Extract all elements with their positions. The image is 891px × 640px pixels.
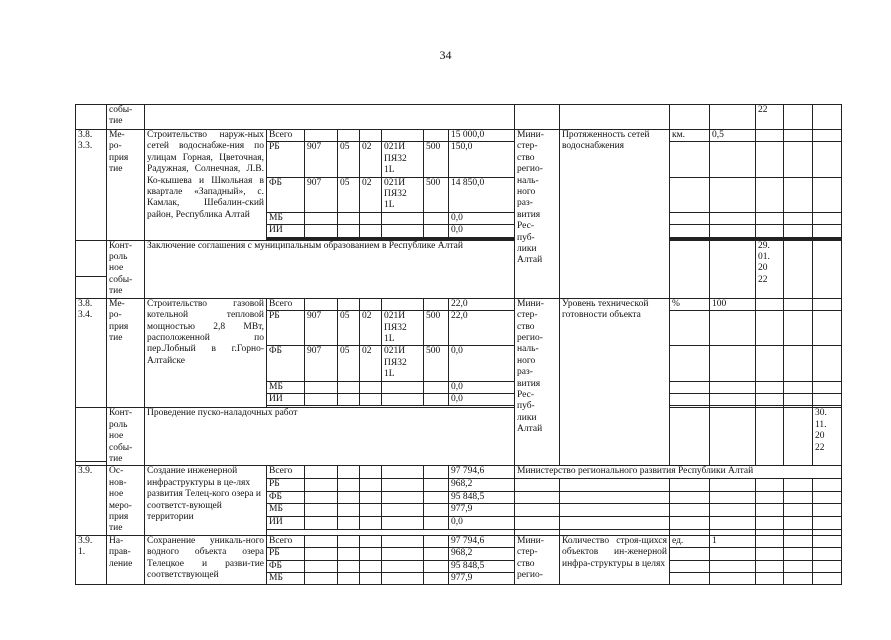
fin-source: МБ <box>267 504 305 517</box>
fin-pr: 02 <box>360 142 382 177</box>
entry-executor: Мини- стер- ство регио- наль- ного раз- вития Рес- пуб- лики Алтай <box>515 298 560 466</box>
fin-sum: 968,2 <box>449 548 515 560</box>
fin-grbs: 907 <box>305 177 338 212</box>
fin-csr <box>382 130 424 142</box>
fin-rz <box>338 130 360 142</box>
entry-executor: Мини- стер- ство регио- наль- ного раз- вития Рес- пуб- лики Алтай <box>515 130 560 299</box>
fin-pr: 02 <box>360 346 382 381</box>
fin-csr: 021И ПЯ32 1L <box>382 142 424 177</box>
fin-vr <box>424 130 449 142</box>
entry-type: Ме- ро- прия тие <box>107 130 145 241</box>
fin-source: РБ <box>267 548 305 560</box>
fin-source: ИИ <box>267 225 305 237</box>
fin-vr: 500 <box>424 142 449 177</box>
fin-sum: 977,9 <box>449 504 515 517</box>
fin-pr <box>360 130 382 142</box>
fin-source: Всего <box>267 466 305 479</box>
fin-source: Всего <box>267 298 305 310</box>
fin-sum: 14 850,0 <box>449 177 515 212</box>
fin-source: ИИ <box>267 393 305 405</box>
fin-grbs: 907 <box>305 346 338 381</box>
table-row <box>76 535 842 547</box>
entry-indicator: Количество строя-щихся объектов ин-женерной инфра-структуры в целях <box>560 535 670 585</box>
fin-source: ИИ <box>267 517 305 530</box>
entry-number: 3.9. 1. <box>76 535 107 585</box>
fin-pr: 02 <box>360 311 382 346</box>
control-event-type: Конт- роль ное собы- тие <box>107 240 145 298</box>
entry-executor: Мини- стер- ство регио- <box>515 535 560 585</box>
entry-value: 100 <box>710 298 756 310</box>
entry-value: 0,5 <box>710 130 756 142</box>
entry-unit: км. <box>670 130 710 142</box>
fin-rz: 05 <box>338 311 360 346</box>
fin-grbs <box>305 130 338 142</box>
entry-number: 3.8. 3.3. <box>76 130 107 241</box>
fin-sum: 968,2 <box>449 479 515 492</box>
entry-type: собы- тие <box>107 105 145 130</box>
fin-grbs: 907 <box>305 311 338 346</box>
entry-type: На- прав- ление <box>107 535 145 585</box>
fin-csr: 021И ПЯ32 1L <box>382 346 424 381</box>
fin-source: РБ <box>267 142 305 177</box>
fin-sum: 150,0 <box>449 142 515 177</box>
control-event-text: Заключение соглашения с муниципальным образованием в Республике Алтай <box>145 240 515 298</box>
entry-type: Ос- нов- ное меро- прия тие <box>107 466 145 535</box>
table-row <box>76 408 842 462</box>
entry-unit: % <box>670 298 710 310</box>
fin-source: ФБ <box>267 560 305 572</box>
entry-type: Ме- ро- прия тие <box>107 298 145 408</box>
fin-sum: 22,0 <box>449 311 515 346</box>
entry-date: 22 <box>756 105 784 130</box>
fin-sum: 0,0 <box>449 381 515 393</box>
fin-source: ФБ <box>267 491 305 504</box>
table-row <box>76 466 842 479</box>
entry-name: Строительство наруж-ных сетей водоснабже-ния по улицам Горная, Цветочная, Радужная, Солнечная, Л.В. Ко-кышева и Школьная в квартале «Западный», с. Камлак, Шебалин-ский район, Республика Алтай <box>145 130 267 241</box>
fin-source: ФБ <box>267 346 305 381</box>
entry-indicator: Протяженность сетей водоснабжения <box>560 130 670 299</box>
entry-value: 1 <box>710 535 756 547</box>
fin-rz: 05 <box>338 177 360 212</box>
fin-sum: 95 848,5 <box>449 560 515 572</box>
entry-number: 3.8. 3.4. <box>76 298 107 408</box>
table-row <box>76 298 842 310</box>
fin-sum: 0,0 <box>449 393 515 405</box>
control-event-date: 29. 01. 20 22 <box>756 240 784 298</box>
table-row <box>76 130 842 142</box>
fin-source: РБ <box>267 479 305 492</box>
control-event-date: 30. 11. 20 22 <box>813 408 842 466</box>
fin-sum: 15 000,0 <box>449 130 515 142</box>
fin-sum: 0,0 <box>449 225 515 237</box>
fin-source: МБ <box>267 573 305 585</box>
entry-indicator: Уровень технической готовности объекта <box>560 298 670 466</box>
fin-csr: 021И ПЯ32 1L <box>382 311 424 346</box>
entry-name: Сохранение уникаль-ного водного объекта озера Телецкое и разви-тие соответствующей <box>145 535 267 585</box>
fin-sum: 977,9 <box>449 573 515 585</box>
entry-unit: ед. <box>670 535 710 547</box>
table-row <box>76 105 842 130</box>
fin-source: ФБ <box>267 177 305 212</box>
entry-number: 3.9. <box>76 466 107 535</box>
fin-source: Всего <box>267 130 305 142</box>
fin-grbs: 907 <box>305 142 338 177</box>
fin-csr: 021И ПЯ32 1L <box>382 177 424 212</box>
fin-source: МБ <box>267 212 305 224</box>
page-number: 34 <box>439 48 452 62</box>
fin-sum: 97 794,6 <box>449 466 515 479</box>
table-row <box>76 240 842 276</box>
entry-executor: Министерство регионального развития Республики Алтай <box>515 466 842 479</box>
fin-source: РБ <box>267 311 305 346</box>
control-event-text: Проведение пуско-наладочных работ <box>145 408 515 466</box>
fin-sum: 22,0 <box>449 298 515 310</box>
fin-vr: 500 <box>424 311 449 346</box>
entry-name: Создание инженерной инфраструктуры в це-лях развития Телец-кого озера и соответст-вующей территории <box>145 466 267 535</box>
fin-pr: 02 <box>360 177 382 212</box>
fin-sum: 0,0 <box>449 212 515 224</box>
fin-vr: 500 <box>424 346 449 381</box>
fin-sum: 0,0 <box>449 517 515 530</box>
fin-source: Всего <box>267 535 305 547</box>
fin-sum: 0,0 <box>449 346 515 381</box>
control-event-type: Конт- роль ное собы- тие <box>107 408 145 466</box>
program-table <box>75 104 842 585</box>
fin-rz: 05 <box>338 346 360 381</box>
fin-sum: 95 848,5 <box>449 491 515 504</box>
fin-source: МБ <box>267 381 305 393</box>
fin-sum: 97 794,6 <box>449 535 515 547</box>
entry-name: Строительство газовой котельной тепловой мощностью 2,8 МВт, расположенной по пер.Лобный в г.Горно-Алтайске <box>145 298 267 408</box>
fin-vr: 500 <box>424 177 449 212</box>
fin-rz: 05 <box>338 142 360 177</box>
